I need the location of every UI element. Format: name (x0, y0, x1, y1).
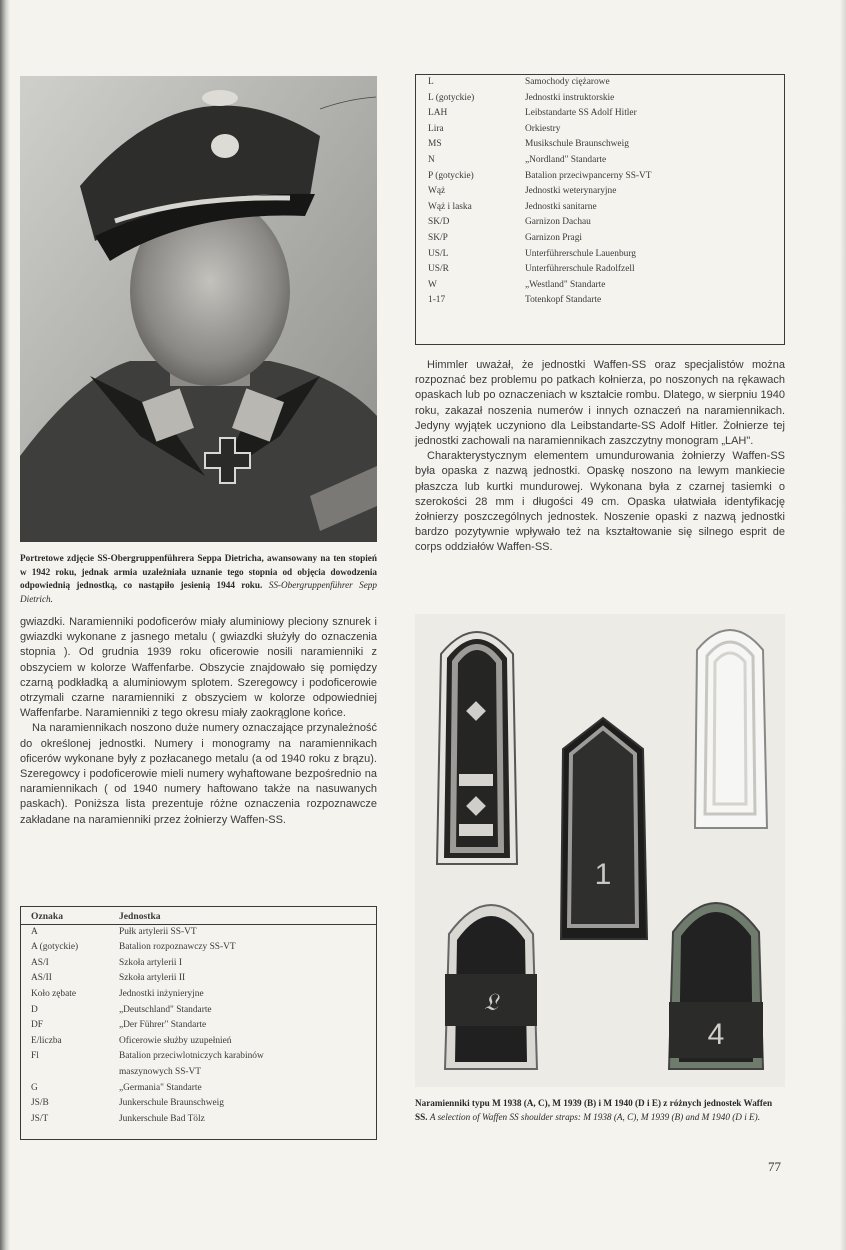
unit-cell: Orkiestry (525, 123, 561, 134)
unit-cell: Musikschule Braunschweig (525, 139, 629, 150)
insignia-cell: Lira (428, 123, 444, 134)
table-row (31, 1034, 371, 1050)
portrait-caption (20, 552, 377, 606)
table-row (31, 971, 371, 987)
insignia-cell: SK/D (428, 217, 450, 228)
table-row (428, 122, 778, 138)
table-row (31, 1096, 371, 1112)
insignia-cell: LAH (428, 108, 448, 119)
right-paragraph-2: Charakterystycznym elementem umundurowania żołnierzy Waffen-SS była opaska z nazwą jednostki. Opaskę noszono na lewym mankiecie płaszcza lub kurtki mundurowej. Wykonana była z czarnej tasiemki o szerokości 28 mm i długości 49 cm. Opaska ułatwiała identyfikację żołnierzy poszczególnych jednostek. Noszenie opaski z nazwą jednostki bardzo pozytywnie wpływało też na kształtowanie się silnego esprit de corps oddziałów Waffen-SS. (415, 450, 785, 554)
insignia-cell: P (gotyckie) (428, 170, 474, 181)
insignia-table-right-grid (428, 75, 778, 309)
insignia-cell: US/R (428, 264, 449, 275)
insignia-cell: W (428, 279, 437, 290)
table-row (31, 1049, 371, 1065)
strap-d-monogram: 𝔏 (483, 990, 499, 1016)
unit-cell: Leibstandarte SS Adolf Hitler (525, 108, 637, 119)
table-row (31, 925, 371, 941)
table-row (31, 1112, 371, 1128)
insignia-table-right (415, 74, 785, 345)
table-row (428, 169, 778, 185)
insignia-cell: A (gotyckie) (31, 942, 79, 953)
insignia-cell: D (31, 1004, 38, 1015)
table-row (428, 137, 778, 153)
shoulder-straps-illustration (415, 614, 785, 1087)
portrait-caption-italic: SS-Obergruppenführer Sepp Dietrich. (20, 580, 377, 604)
table-row (428, 247, 778, 263)
unit-cell: Batalion przeciwpancerny SS-VT (525, 170, 652, 181)
insignia-cell: MS (428, 139, 442, 150)
strap-e (669, 903, 763, 1069)
unit-cell: Szkoła artylerii II (119, 973, 186, 984)
insignia-cell (31, 1065, 119, 1081)
table-row (31, 940, 371, 956)
insignia-cell: Koło zębate (31, 988, 77, 999)
insignia-cell: Fl (31, 1051, 39, 1062)
insignia-cell: DF (31, 1020, 43, 1031)
left-paragraph-1: gwiazdki. Naramienniki podoficerów miały aluminiowy pleciony sznurek i gwiazdki wykonane z jasnego metalu ( gwiazdki służyły do oznaczenia stopnia ). Od grudnia 1939 roku oficerowie nosili naramienniki z obszyciem w kolorze Waffenfarbe. Obszycie znajdowało się pomiędzy czarną podkładką a aluminiowym splotem. Szeregowcy i podoficerowie otrzymali czarne naramienniki z obszyciem w kolorze odpowiedniej Waffenfarbe. Naramienniki z tego okresu miały zaokrąglone końce. (20, 616, 377, 720)
table-row (428, 200, 778, 216)
strap-b-number: 1 (594, 858, 612, 891)
unit-cell: Jednostki instruktorskie (525, 92, 615, 103)
straps-caption-bold: Naramienniki typu M 1938 (A, C), M 1939 (B) i M 1940 (D i E) z różnych jednostek Waffen SS. (415, 1098, 773, 1122)
unit-cell: Szkoła artylerii I (119, 957, 182, 968)
insignia-cell: A (31, 926, 38, 937)
insignia-cell: N (428, 154, 435, 165)
unit-cell: „Westland" Standarte (525, 279, 606, 290)
unit-cell: Junkerschule Braunschweig (119, 1098, 224, 1109)
strap-b (561, 718, 647, 939)
strap-c (695, 630, 767, 828)
unit-cell: „Germania" Standarte (119, 1082, 202, 1093)
unit-cell: „Nordland" Standarte (525, 154, 607, 165)
unit-cell: Unterführerschule Lauenburg (525, 248, 636, 259)
unit-cell: Pułk artylerii SS-VT (119, 926, 197, 937)
portrait-photo (20, 76, 377, 542)
table-row (428, 231, 778, 247)
unit-cell: Jednostki sanitarne (525, 201, 597, 212)
unit-cell: Totenkopf Standarte (525, 295, 602, 306)
portrait-illustration (20, 76, 377, 542)
insignia-table-left-grid (31, 909, 371, 1127)
book-gutter-shadow (0, 0, 10, 1250)
straps-caption-italic: A selection of Waffen SS shoulder straps: M 1938 (A, C), M 1939 (B) and M 1940 (D i E). (429, 1111, 761, 1122)
right-column-text (415, 358, 785, 556)
table-row (31, 956, 371, 972)
insignia-cell: AS/I (31, 957, 49, 968)
page-edge-shadow (840, 0, 846, 1250)
insignia-cell: G (31, 1082, 38, 1093)
unit-cell: „Deutschland" Standarte (119, 1004, 212, 1015)
insignia-cell: SK/P (428, 232, 448, 243)
page-number: 77 (768, 1159, 781, 1174)
header-unit: Jednostka (119, 911, 161, 922)
insignia-cell: L (428, 77, 434, 87)
table-row (428, 91, 778, 107)
table-row (31, 1003, 371, 1019)
insignia-table-left (20, 906, 377, 1140)
insignia-cell: JS/B (31, 1098, 49, 1109)
insignia-cell: E/liczba (31, 1035, 62, 1046)
straps-caption (415, 1097, 785, 1124)
table-row (31, 1065, 371, 1081)
table-row (428, 153, 778, 169)
table-row (428, 184, 778, 200)
table-row (428, 278, 778, 294)
unit-cell: Samochody ciężarowe (525, 77, 610, 87)
insignia-cell: US/L (428, 248, 449, 259)
insignia-cell: 1-17 (428, 295, 446, 306)
unit-cell: Oficerowie służby uzupełnień (119, 1035, 232, 1046)
unit-cell: Jednostki weterynaryjne (525, 186, 617, 197)
table-header-row (31, 909, 371, 925)
unit-cell: Batalion przeciwlotniczych karabinów (119, 1051, 264, 1062)
insignia-cell: Wąż (428, 186, 446, 197)
left-column-text (20, 615, 377, 828)
insignia-cell: AS/II (31, 973, 52, 984)
header-insignia: Oznaka (31, 911, 63, 922)
strap-e-number: 4 (707, 1018, 725, 1051)
decorative-line (318, 95, 378, 115)
unit-cell: Garnizon Pragi (525, 232, 583, 243)
table-row (31, 1081, 371, 1097)
table-row (428, 106, 778, 122)
right-paragraph-1: Himmler uważał, że jednostki Waffen-SS oraz specjalistów można rozpoznać bez problemu po patkach kołnierza, po noszonych na rękawach opaskach lub po oznaczeniach w kształcie rombu. Dlatego, w sierpniu 1940 roku, zakazał noszenia numerów i innych oznaczeń na naramiennikach. Jedyny wyjątek uczyniono dla Leibstandarte-SS Adolf Hitler. Żołnierze tej jednostki zachowali na naramiennikach zaszczytny monogram „LAH". (415, 359, 785, 448)
table-row (428, 75, 778, 91)
unit-cell: Batalion rozpoznawczy SS-VT (119, 942, 236, 953)
table-row (31, 987, 371, 1003)
unit-cell: Jednostki inżynieryjne (119, 988, 204, 999)
unit-cell: „Der Führer" Standarte (119, 1020, 207, 1031)
unit-cell: Junkerschule Bad Tölz (119, 1113, 205, 1124)
table-row (428, 262, 778, 278)
strap-d (445, 905, 537, 1069)
table-row (428, 215, 778, 231)
strap-a (437, 632, 517, 864)
unit-cell: Unterführerschule Radolfzell (525, 264, 635, 275)
insignia-cell: L (gotyckie) (428, 92, 475, 103)
insignia-cell: Wąż i laska (428, 201, 472, 212)
table-row (31, 1018, 371, 1034)
shoulder-straps-photo (415, 614, 785, 1087)
unit-cell: Garnizon Dachau (525, 217, 591, 228)
table-row (428, 293, 778, 309)
unit-cell: maszynowych SS-VT (119, 1066, 202, 1077)
portrait-caption-bold: Portretowe zdjęcie SS-Obergruppenführera Seppa Dietricha, awansowany na ten stopień w 1942 roku, jednak armia uzależniała uznanie tego stopnia od objęcia dowodzenia odpowiednią jednostką, co nastąpiło jesienią 1944 roku. (20, 553, 377, 590)
insignia-cell: JS/T (31, 1113, 49, 1124)
left-paragraph-2: Na naramiennikach noszono duże numery oznaczające przynależność do określonej jednostki. Numery i monogramy na naramiennikach oficerów wykonane były z pozłacanego metalu (a od 1940 roku z brązu). Szeregowcy i podoficerowie mieli numery wyhaftowane bezpośrednio na naramiennikach ( od 1940 numery haftowano także na nasuwanych paskach). Poniższa lista prezentuje różne oznaczenia rozpoznawcze zakładane na naramienniki przez żołnierzy Waffen-SS. (20, 722, 377, 826)
